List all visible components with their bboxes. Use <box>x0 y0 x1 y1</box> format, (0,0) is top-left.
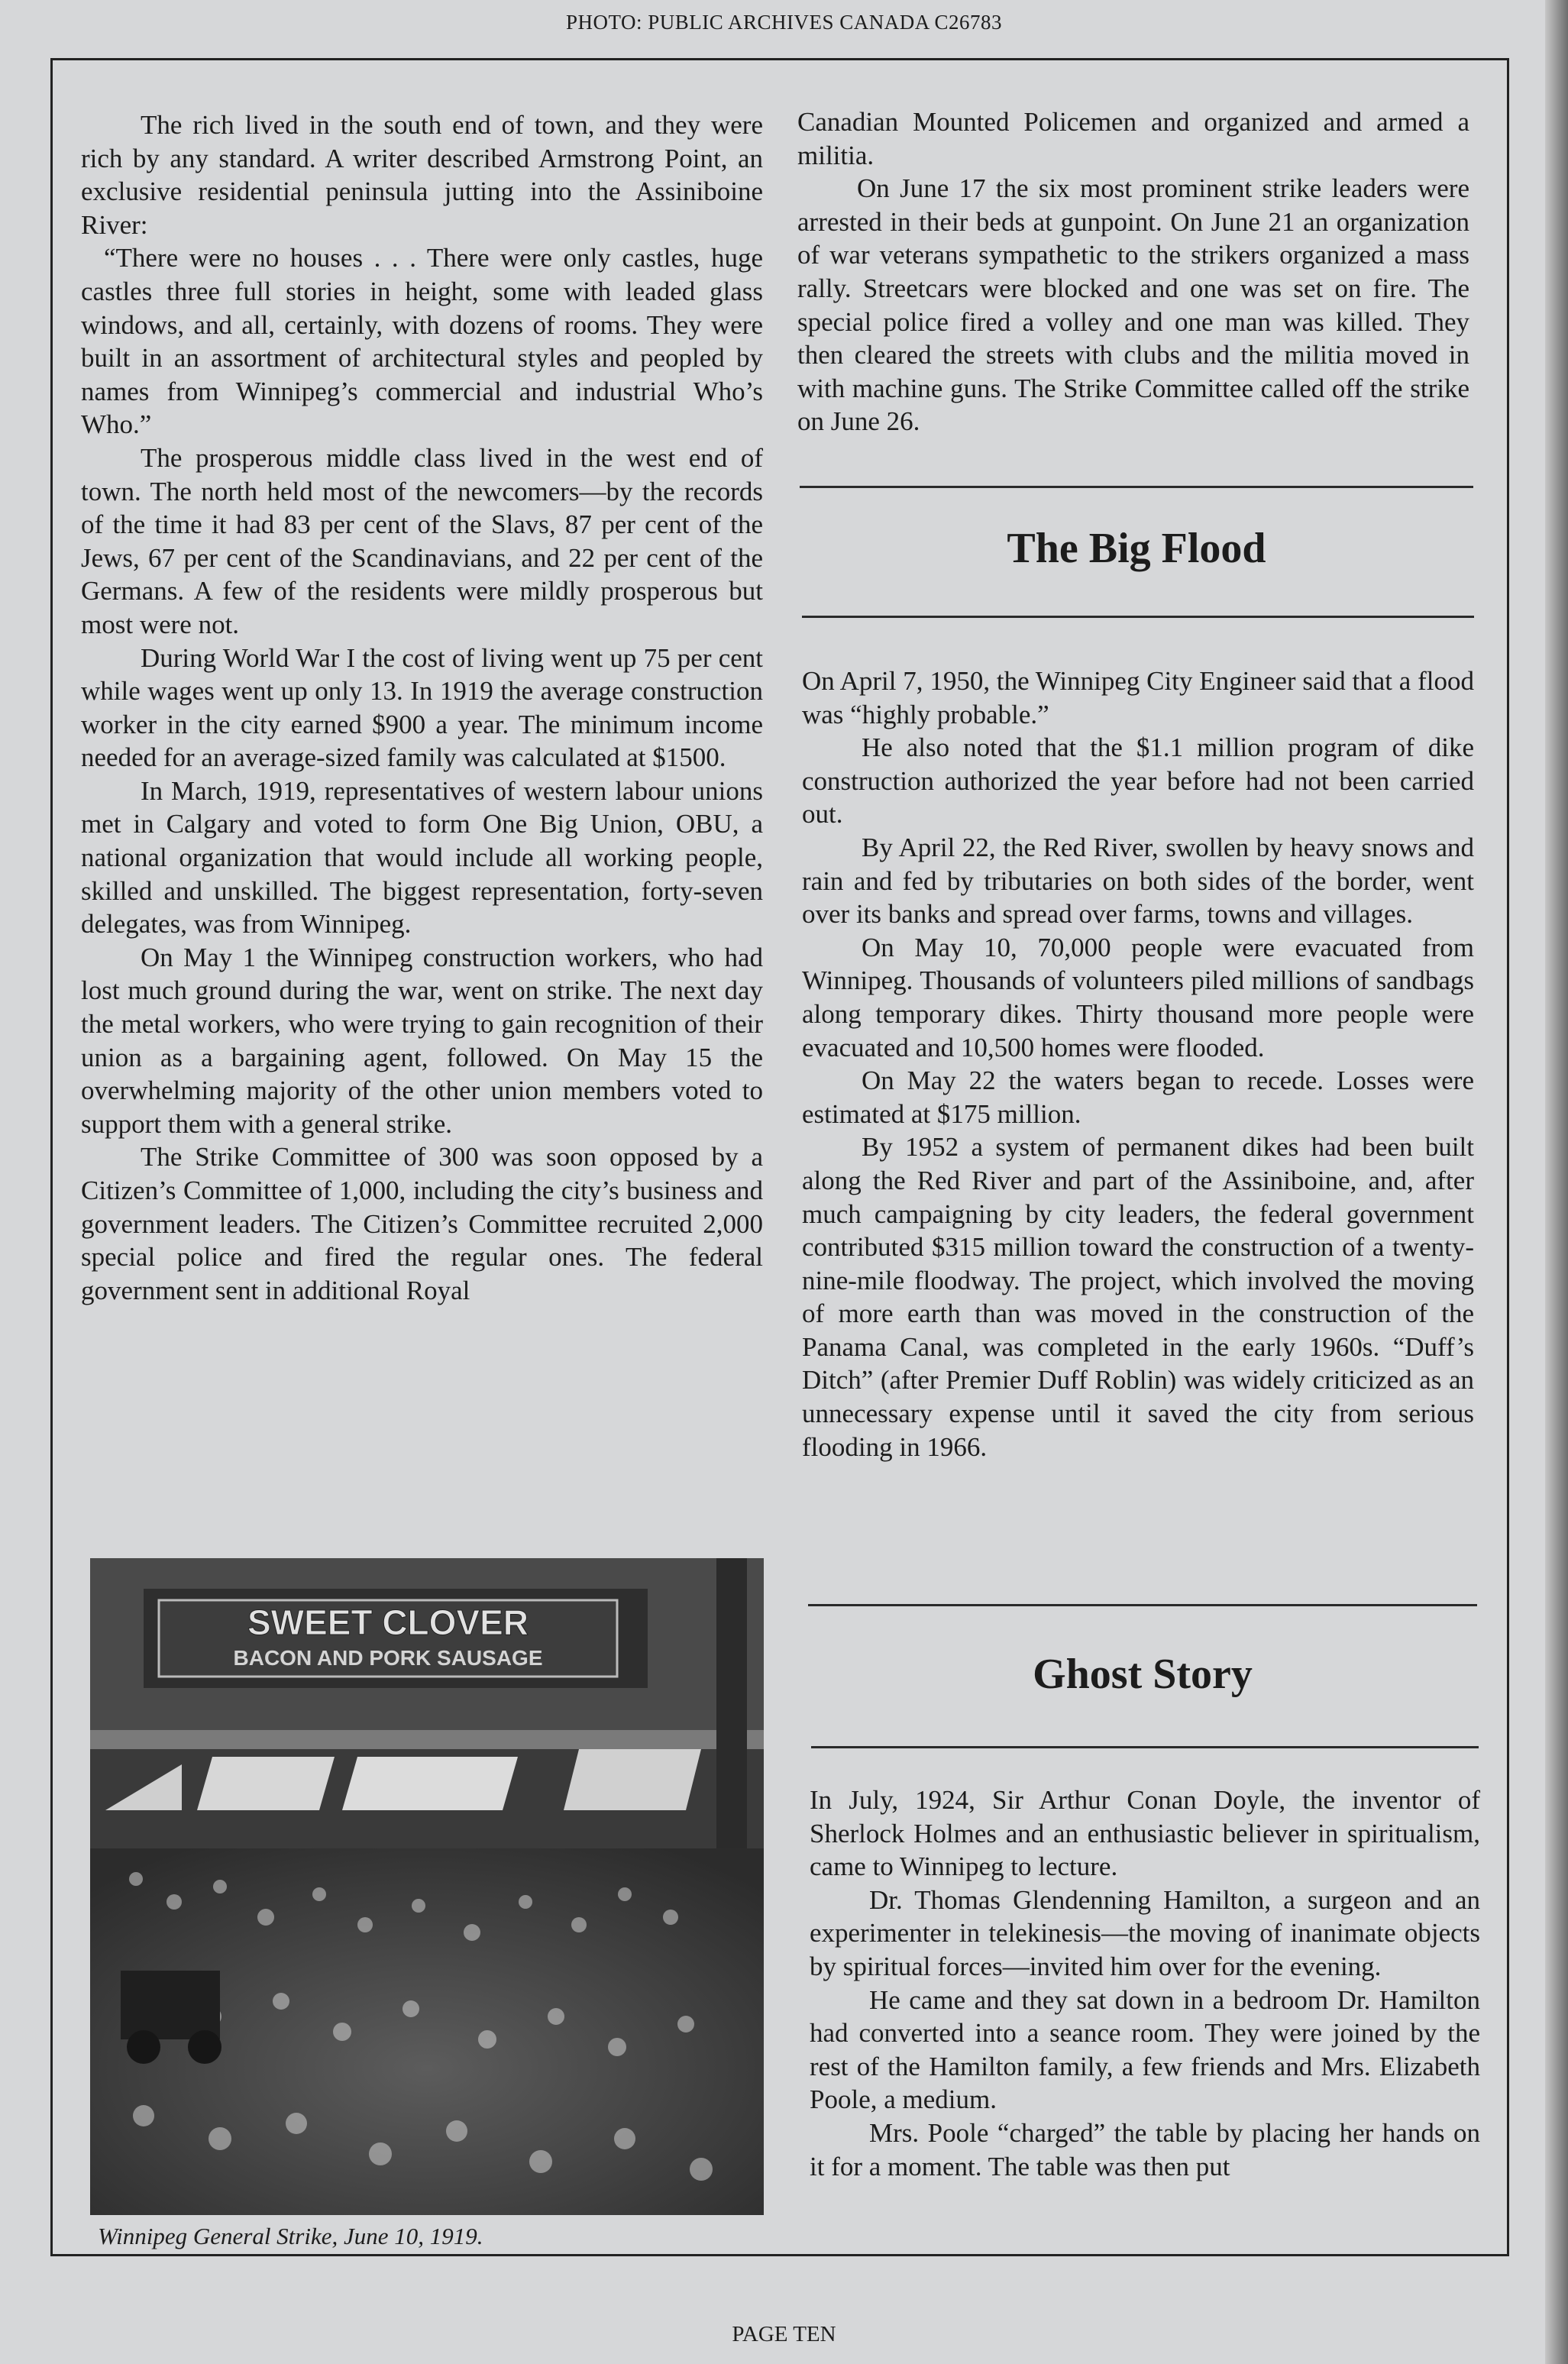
quote-paragraph: “There were no houses . . . There were only castles, huge castles three full stories in height, some with leaded glass windows, and all, certainly, with dozens of rooms. They were built in an assortment of architectural styles and peopled by names from Winnipeg’s commercial and industrial Who’s Who.” <box>81 243 763 440</box>
paragraph: The rich lived in the south end of town, and they were rich by any standard. A writer described Armstrong Point, an exclusive residential peninsula jutting into the Assiniboine River: <box>81 110 763 240</box>
paragraph: He also noted that the $1.1 million program of dike construction authorized the year before had not been carried out. <box>802 732 1474 830</box>
photo-caption: Winnipeg General Strike, June 10, 1919. <box>98 2223 483 2249</box>
left-column <box>81 108 763 1307</box>
heading-ghost-story: Ghost Story <box>1033 1651 1253 1698</box>
sign-text-2: BACON AND PORK SAUSAGE <box>233 1646 543 1670</box>
paragraph: Dr. Thomas Glendenning Hamilton, a surgeon and an experimenter in telekinesis—the moving of inanimate objects by spiritual forces—invited him over for the evening. <box>810 1884 1480 1981</box>
paragraph: The Strike Committee of 300 was soon opposed by a Citizen’s Committee of 1,000, including the city’s business and government leaders. The Citizen’s Committee recruited 2,000 special police and fired the regular ones. The federal government sent in additional Royal <box>81 1142 763 1305</box>
photo-credit: PHOTO: PUBLIC ARCHIVES CANADA C26783 <box>565 11 1003 34</box>
section-rule <box>800 486 1473 488</box>
paragraph: By 1952 a system of permanent dikes had been built along the Red River and part of the Assiniboine, and, after much campaigning by city leaders, the federal government contributed $315 million toward the construction of a twenty-nine-mile floodway. The project, which involved the moving of more earth than was moved in the construction of the Panama Canal, was completed in the early 1960s. “Duff’s Ditch” (after Premier Duff Roblin) was widely criticized as an unnecessary expense until it saved the city from serious flooding in 1966. <box>802 1132 1474 1462</box>
paragraph: During World War I the cost of living went up 75 per cent while wages went up only 13. In 1919 the average construction worker in the city earned $900 a year. The minimum income needed for an average-sized family was calculated at $1500. <box>81 642 763 773</box>
page-edge-shadow <box>1545 0 1568 2364</box>
paragraph: On June 17 the six most prominent strike leaders were arrested in their beds at gunpoint. On June 21 an organization of war veterans sympathetic to the strikers organized a mass rally. Streetcars were blocked and one was set on fire. The special police fired a volley and one man was killed. They then cleared the streets with clubs and the militia moved in with machine guns. The Strike Committee called off the strike on June 26. <box>797 173 1469 437</box>
paragraph: On May 1 the Winnipeg construction workers, who had lost much ground during the war, went on strike. The next day the metal workers, who were trying to gain recognition of their union as a bargaining agent, followed. On May 15 the overwhelming majority of the other union members voted to support them with a general strike. <box>81 942 763 1139</box>
section-rule <box>808 1604 1477 1606</box>
paragraph: On April 7, 1950, the Winnipeg City Engineer said that a flood was “highly probable.” <box>802 666 1474 729</box>
paragraph: Canadian Mounted Policemen and organized and armed a militia. <box>797 107 1469 170</box>
section-rule <box>811 1746 1479 1748</box>
paragraph: On May 10, 70,000 people were evacuated from Winnipeg. Thousands of volunteers piled millions of sandbags along temporary dikes. Thirty thousand more people were evacuated and 10,500 homes were flooded. <box>802 932 1474 1062</box>
strike-photo-illustration <box>90 1558 764 2215</box>
paragraph: In March, 1919, representatives of western labour unions met in Calgary and voted to form One Big Union, OBU, a national organization that would include all working people, skilled and unskilled. The biggest representation, forty-seven delegates, was from Winnipeg. <box>81 775 763 939</box>
ghost-story-article <box>810 1784 1480 2183</box>
paragraph: By April 22, the Red River, swollen by heavy snows and rain and fed by tributaries on both sides of the border, went over its banks and spread over farms, towns and villages. <box>802 832 1474 930</box>
page-number: PAGE TEN <box>732 2322 836 2346</box>
strike-photo <box>90 1558 764 2215</box>
paragraph: In July, 1924, Sir Arthur Conan Doyle, the inventor of Sherlock Holmes and an enthusiastic believer in spiritualism, came to Winnipeg to lecture. <box>810 1785 1480 1882</box>
heading-big-flood: The Big Flood <box>1007 525 1266 572</box>
section-rule <box>802 616 1474 618</box>
paragraph: The prosperous middle class lived in the west end of town. The north held most of the newcomers—by the records of the time it had 83 per cent of the Slavs, 87 per cent of the Jews, 67 per cent of the Scandinavians, and 22 per cent of the Germans. A few of the residents were mildly prosperous but most were not. <box>81 442 763 639</box>
sign-text-1: SWEET CLOVER <box>247 1602 529 1642</box>
big-flood-article <box>802 665 1474 1463</box>
paragraph: Mrs. Poole “charged” the table by placing her hands on it for a moment. The table was then put <box>810 2117 1480 2181</box>
right-column-top <box>797 105 1469 438</box>
paragraph: On May 22 the waters began to recede. Losses were estimated at $175 million. <box>802 1066 1474 1129</box>
paragraph: He came and they sat down in a bedroom Dr. Hamilton had converted into a seance room. They were joined by the rest of the Hamilton family, a few friends and Mrs. Elizabeth Poole, a medium. <box>810 1984 1480 2115</box>
